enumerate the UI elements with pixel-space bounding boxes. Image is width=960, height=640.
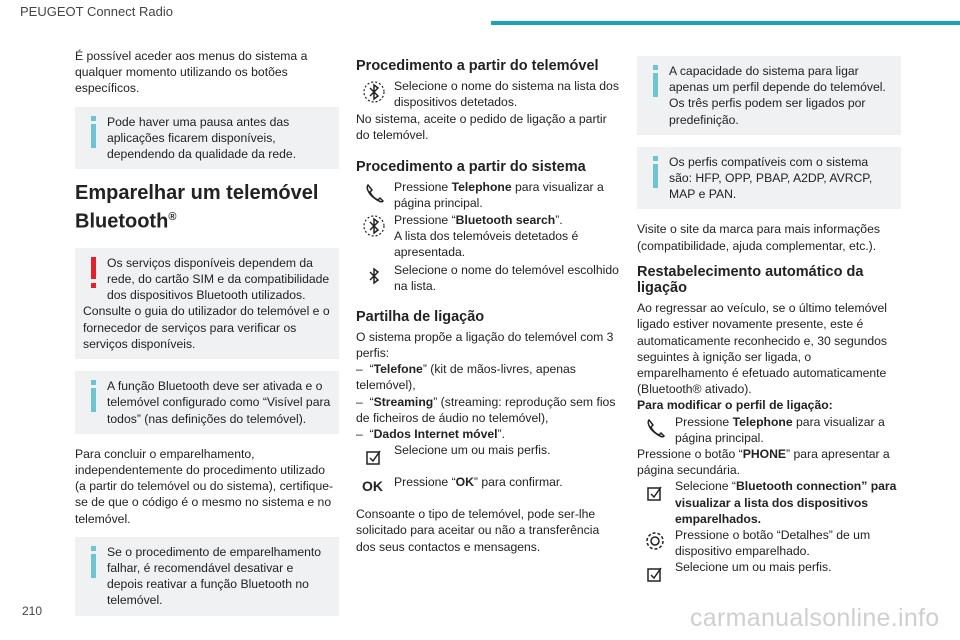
phone-icon [643, 416, 667, 440]
info-icon [645, 63, 669, 99]
bluetooth-search-icon [362, 214, 386, 238]
reconnect-paragraph: Ao regressar ao veículo, se o último telemóvel ligado estiver novamente presente, este é automaticamente reconhecido e, 30 segundos seguintes à ignição ser ligada, o emparelhamento é efetuado automaticamente (Bluetooth® ativado). Para modificar o perfil de ligação: [637, 301, 888, 413]
warning-icon [83, 255, 107, 291]
step-item: Selecione um ou mais perfis. [637, 559, 901, 579]
warning-note: Os serviços disponíveis dependem da rede, do cartão SIM e da compatibilidade dos dispositivos Bluetooth utilizados. Consulte o guia do utilizador do telemóvel e o fornecedor de serviços para verificar os serviços disponíveis. [75, 248, 339, 359]
step-item: Pressione Telephone para visualizar a página principal. [356, 179, 621, 211]
step-note: Pressione o botão “PHONE” para apresentar a página secundária. [637, 447, 890, 478]
info-icon [83, 378, 107, 414]
step-item: Pressione o botão “Detalhes” de um dispositivo emparelhado. [637, 527, 901, 559]
website-paragraph: Visite o site da marca para mais informações (compatibilidade, ajuda complementar, etc.). [637, 222, 880, 253]
step-note: No sistema, aceite o pedido de ligação a partir do telemóvel. [356, 111, 607, 142]
transfer-paragraph: Consoante o tipo de telemóvel, pode ser-lhe solicitado para aceitar ou não a transferência dos seus contactos e mensagens. [356, 507, 600, 554]
info-note: A capacidade do sistema para ligar apenas um perfil depende do telemóvel. Os três perfis podem ser ligados por predefinição. [637, 56, 901, 135]
info-icon [83, 544, 107, 580]
checkbox-icon [643, 561, 667, 585]
step-item: Pressione Telephone para visualizar a página principal. [637, 414, 901, 446]
phone-icon [362, 181, 386, 205]
page-number: 210 [22, 604, 43, 618]
step-item: OK Pressione “OK” para confirmar. [356, 474, 621, 494]
header-title: PEUGEOT Connect Radio [20, 4, 173, 19]
pairing-paragraph: Para concluir o emparelhamento, independentemente do procedimento utilizado (a partir do telemóvel ou do sistema), certifique-se de que o código é o mesmo no sistema e no telemóvel. [75, 446, 334, 526]
info-note: Pode haver uma pausa antes das aplicações ficarem disponíveis, dependendo da qualidade da rede. [75, 107, 339, 170]
ok-icon: OK [362, 478, 383, 495]
info-note: Os perfis compatíveis com o sistema são: HFP, OPP, PBAP, A2DP, AVRCP, MAP e PAN. [637, 147, 901, 210]
step-item: Selecione o nome do sistema na lista dos dispositivos detetados. [356, 78, 621, 110]
subheading-sharing: Partilha de ligação [356, 308, 485, 325]
info-note: A função Bluetooth deve ser ativada e o telemóvel configurado como “Visível para todos” (nas definições do telemóvel). [75, 371, 339, 434]
watermark: carmanualsonline.info [690, 604, 940, 632]
middle-column [356, 58, 621, 565]
gear-icon [643, 529, 667, 553]
header-accent-bar [491, 21, 960, 25]
info-icon [645, 154, 669, 190]
step-item: Selecione “Bluetooth connection” para visualizar a lista dos dispositivos emparelhados. [637, 478, 901, 527]
step-item: Selecione um ou mais perfis. [356, 442, 621, 462]
intro-paragraph: É possível aceder aos menus do sistema a qualquer momento utilizando os botões específicos. [75, 49, 308, 96]
checkbox-icon [362, 444, 386, 468]
info-icon [83, 114, 107, 150]
subheading-reconnect: Restabelecimento automático da ligação [637, 263, 864, 297]
right-column [637, 56, 901, 579]
info-note: Se o procedimento de emparelhamento falhar, é recomendável desativar e depois reativar a função Bluetooth no telemóvel. [75, 537, 339, 616]
left-column [75, 48, 339, 628]
profiles-paragraph: O sistema propõe a ligação do telemóvel com 3 perfis: – “Telefone” (kit de mãos-livres, apenas telemóvel), – “Streaming” (streaming: reprodução sem fios de ficheiros de áudio no telemóvel), – “Dados Internet móvel”. [356, 329, 616, 442]
bluetooth-icon [362, 80, 386, 104]
checkbox-icon [643, 480, 667, 504]
step-item: Pressione “Bluetooth search”. A lista dos telemóveis detetados é apresentada. [356, 212, 621, 261]
subheading-phone: Procedimento a partir do telemóvel [356, 58, 599, 74]
bluetooth-icon [362, 264, 386, 288]
subheading-system: Procedimento a partir do sistema [356, 159, 586, 176]
step-item: Selecione o nome do telemóvel escolhido na lista. [356, 262, 621, 294]
section-heading: Emparelhar um telemóvel Bluetooth® [75, 182, 319, 233]
